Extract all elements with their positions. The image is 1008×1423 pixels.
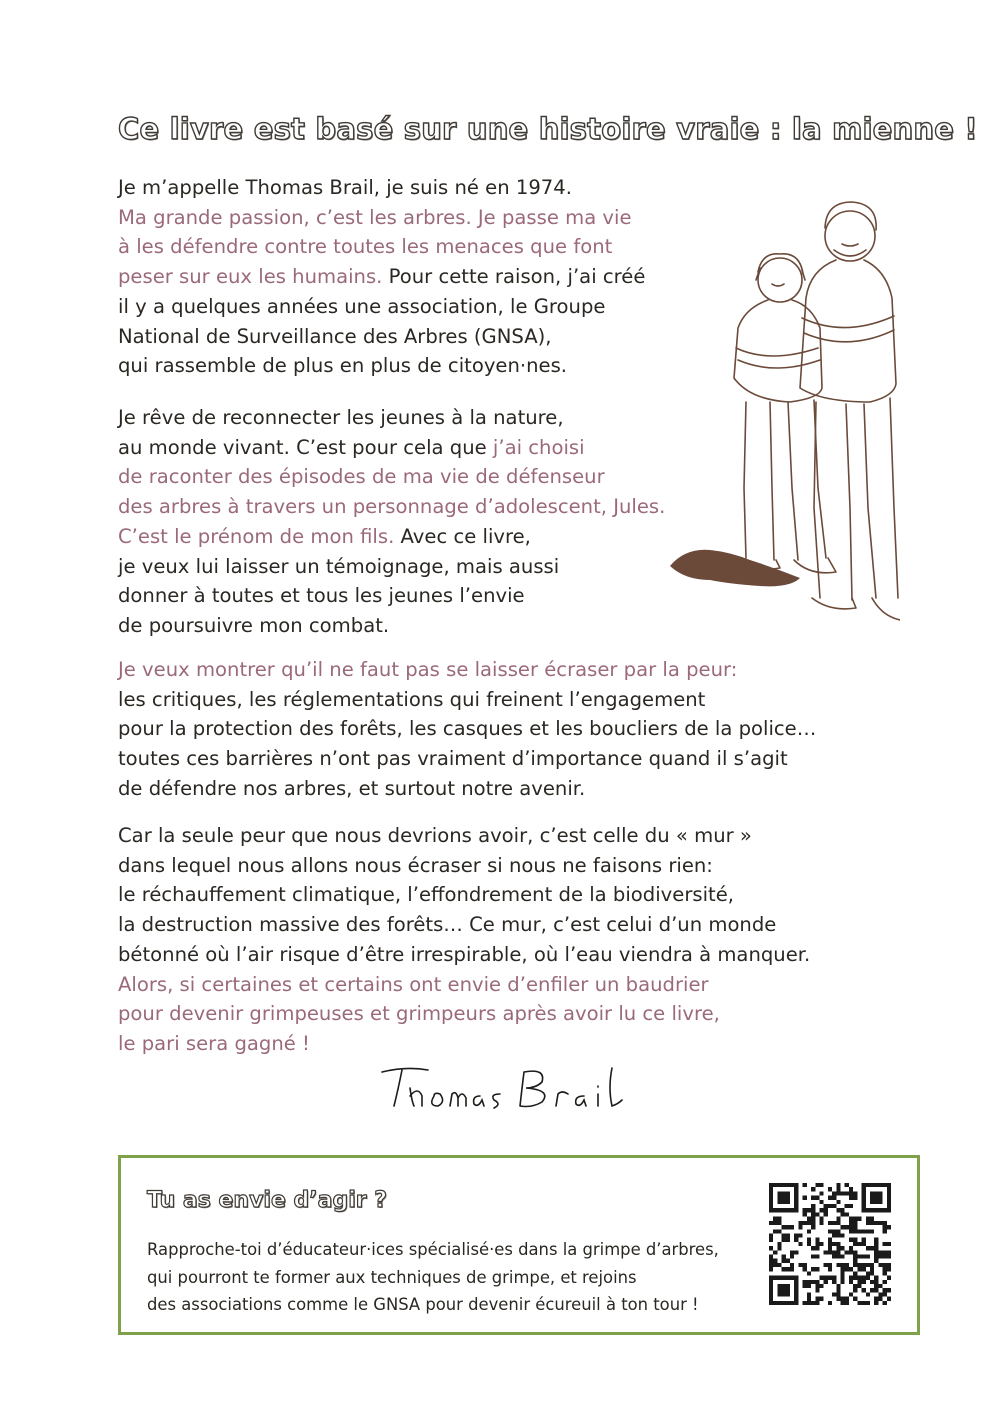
- page-title: Ce livre est basé sur une histoire vraie : la mienne !: [118, 112, 978, 146]
- text-line: [118, 611, 665, 641]
- signature: [376, 1058, 636, 1118]
- body-text: Avec ce livre,: [394, 524, 531, 548]
- highlighted-text: le pari sera gagné !: [118, 1031, 310, 1055]
- highlighted-text: des arbres à travers un personnage d’adolescent, Jules.: [118, 495, 666, 519]
- body-text: qui rassemble de plus en plus de citoyen·nes.: [118, 354, 568, 378]
- text-line: [118, 492, 665, 522]
- text-line: [118, 262, 645, 292]
- text-line: [118, 351, 645, 381]
- illustration-two-people: [650, 188, 900, 643]
- body-text: il y a quelques années une association, le Groupe: [118, 294, 606, 318]
- body-text: Car la seule peur que nous devrions avoir, c’est celle du « mur »: [118, 824, 752, 847]
- text-line: [118, 970, 810, 1000]
- highlighted-text: j’ai choisi: [492, 435, 585, 459]
- highlighted-text: Je veux montrer qu’il ne faut pas se laisser écraser par la peur:: [118, 658, 738, 681]
- text-line: [118, 880, 810, 910]
- text-line: [118, 655, 816, 685]
- paragraph-intro: [118, 173, 645, 381]
- callout-line: qui pourront te former aux techniques de grimpe, et rejoins: [147, 1267, 637, 1287]
- text-line: [118, 292, 645, 322]
- callout-title: Tu as envie d’agir ?: [147, 1188, 388, 1213]
- body-text: de défendre nos arbres, et surtout notre avenir.: [118, 776, 586, 800]
- text-line: [118, 173, 645, 203]
- highlighted-text: de raconter des épisodes de ma vie de défenseur: [118, 465, 605, 489]
- highlighted-text: C’est le prénom de mon fils.: [118, 524, 395, 548]
- text-line: [118, 685, 816, 715]
- callout-body: [147, 1236, 719, 1319]
- text-line: [118, 1029, 810, 1059]
- body-text: pour la protection des forêts, les casques et les boucliers de la police…: [118, 717, 817, 741]
- body-text: je veux lui laisser un témoignage, mais aussi: [118, 554, 560, 578]
- body-text: bétonné où l’air risque d’être irrespirable, où l’eau viendra à manquer.: [118, 942, 811, 966]
- body-text: les critiques, les réglementations qui freinent l’engagement: [118, 687, 706, 711]
- callout-box: [118, 1155, 920, 1335]
- text-line: [118, 821, 810, 851]
- body-text: donner à toutes et tous les jeunes l’envie: [118, 584, 525, 608]
- paragraph-dream: [118, 403, 665, 641]
- body-text: la destruction massive des forêts… Ce mur, c’est celui d’un monde: [118, 913, 777, 937]
- body-text: toutes ces barrières n’ont pas vraiment d’importance quand il s’agit: [118, 747, 788, 771]
- body-text: Je m’appelle Thomas Brail, je suis né en 1974.: [118, 176, 572, 199]
- text-line: [118, 322, 645, 352]
- text-line: [118, 203, 645, 233]
- text-line: [118, 999, 810, 1029]
- body-text: Pour cette raison, j’ai créé: [382, 265, 646, 289]
- text-line: [118, 581, 665, 611]
- highlighted-text: peser sur eux les humains.: [118, 265, 383, 289]
- paragraph-fear: [118, 655, 816, 804]
- highlighted-text: Alors, si certaines et certains ont envie d’enfiler un baudrier: [118, 972, 709, 996]
- highlighted-text: pour devenir grimpeuses et grimpeurs après avoir lu ce livre,: [118, 1002, 720, 1026]
- text-line: [118, 403, 665, 433]
- text-line: [118, 744, 816, 774]
- body-text: Je rêve de reconnecter les jeunes à la nature,: [118, 406, 564, 429]
- callout-line: Rapproche-toi d’éducateur·ices spécialisé·es dans la grimpe d’arbres,: [147, 1240, 719, 1259]
- text-line: [118, 552, 665, 582]
- highlighted-text: Ma grande passion, c’est les arbres. Je passe ma vie: [118, 205, 632, 229]
- callout-line: des associations comme le GNSA pour devenir écureuil à ton tour !: [147, 1295, 699, 1314]
- body-text: dans lequel nous allons nous écraser si nous ne faisons rien:: [118, 853, 713, 877]
- body-text: de poursuivre mon combat.: [118, 613, 390, 637]
- text-line: [118, 851, 810, 881]
- text-line: [118, 232, 645, 262]
- text-line: [118, 462, 665, 492]
- body-text: au monde vivant. C’est pour cela que: [118, 435, 493, 459]
- text-line: [118, 910, 810, 940]
- text-line: [118, 522, 665, 552]
- paragraph-wall: [118, 821, 810, 1059]
- text-line: [118, 433, 665, 463]
- text-line: [118, 714, 816, 744]
- highlighted-text: à les défendre contre toutes les menaces que font: [118, 235, 613, 259]
- text-line: [118, 940, 810, 970]
- body-text: National de Surveillance des Arbres (GNSA),: [118, 324, 552, 348]
- qr-code[interactable]: [769, 1183, 891, 1305]
- body-text: le réchauffement climatique, l’effondrement de la biodiversité,: [118, 883, 734, 907]
- text-line: [118, 774, 816, 804]
